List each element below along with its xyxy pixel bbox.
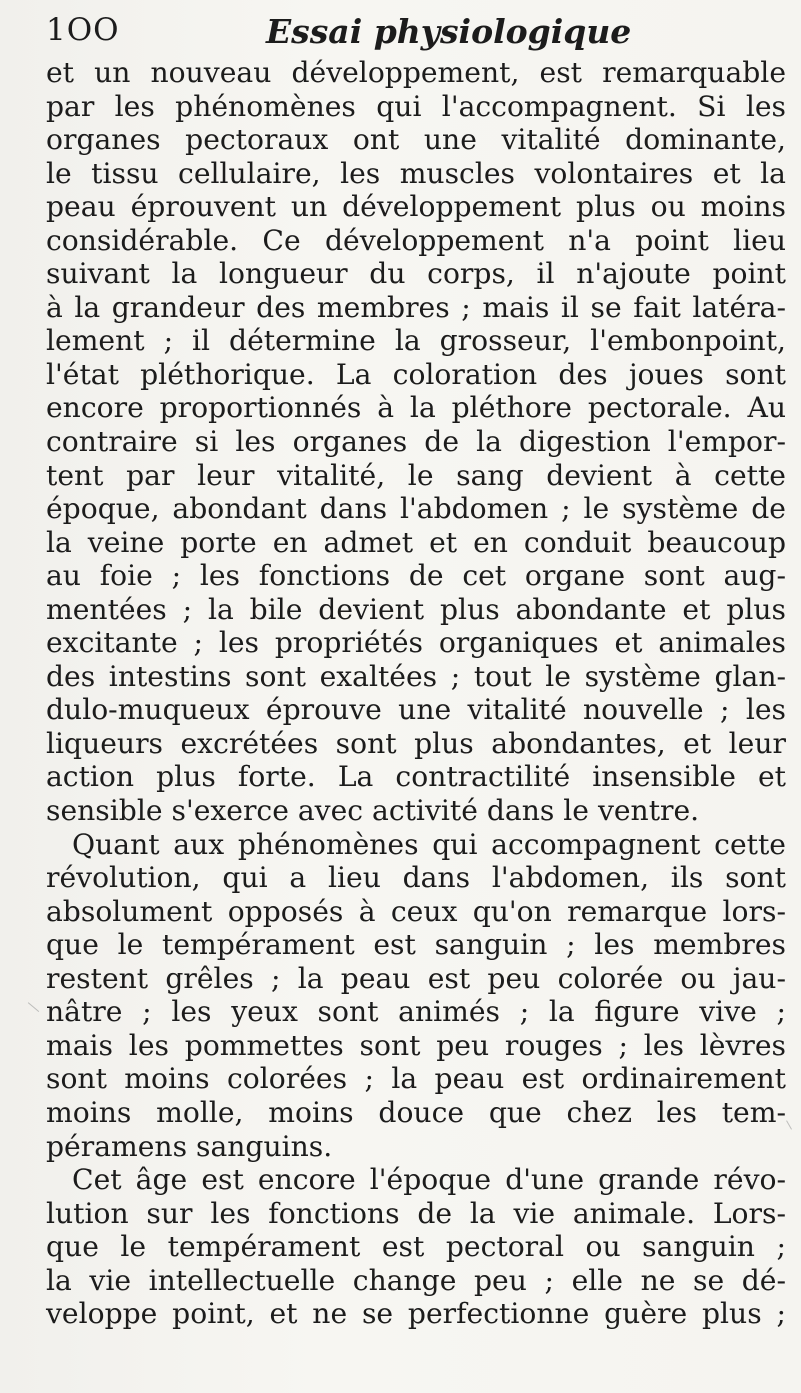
text-line: suivant la longueur du corps, il n'ajoute point [46, 257, 786, 291]
text-line: la vie intellectuelle change peu ; elle ne se dé- [46, 1263, 786, 1297]
text-line: sont moins colorées ; la peau est ordinairement [46, 1062, 786, 1096]
text-line: excitante ; les propriétés organiques et animales [46, 626, 786, 660]
text-line: lement ; il détermine la grosseur, l'embonpoint, [46, 324, 786, 358]
text-line: péramens sanguins. [46, 1129, 333, 1163]
text-line: et un nouveau développement, est remarquable [46, 56, 786, 89]
text-line: des intestins sont exaltées ; tout le système glan- [46, 659, 786, 693]
text-line: moins molle, moins douce que chez les tem- [46, 1095, 786, 1129]
running-title: Essai physiologique [266, 12, 632, 51]
text-line: peau éprouvent un développement plus ou moins [46, 190, 786, 224]
text-line: nâtre ; les yeux sont animés ; la figure vive ; [46, 995, 786, 1029]
margin-pencil-mark [786, 1116, 799, 1129]
text-line: l'état pléthorique. La coloration des joues sont [46, 357, 786, 391]
text-line: encore proportionnés à la pléthore pectorale. Au [46, 391, 786, 425]
text-line: absolument opposés à ceux qu'on remarque lors- [46, 894, 786, 928]
page-number: 1OO [46, 12, 120, 48]
text-line: révolution, qui a lieu dans l'abdomen, ils sont [46, 861, 786, 895]
text-line: restent grêles ; la peau est peu colorée ou jau- [46, 961, 786, 995]
text-line: action plus forte. La contractilité insensible et [46, 760, 786, 794]
text-line: à la grandeur des membres ; mais il se fait latéra- [46, 290, 786, 324]
margin-pencil-mark [19, 1002, 39, 1022]
text-line: la veine porte en admet et en conduit beaucoup [46, 525, 786, 559]
text-line: le tissu cellulaire, les muscles volontaires et la [46, 156, 786, 190]
text-line: lution sur les fonctions de la vie animale. Lors- [46, 1196, 786, 1230]
body-text [46, 56, 786, 1331]
text-line: dulo-muqueux éprouve une vitalité nouvelle ; les [46, 693, 786, 727]
text-line: au foie ; les fonctions de cet organe sont aug- [46, 559, 786, 593]
text-line: mais les pommettes sont peu rouges ; les lèvres [46, 1028, 786, 1062]
text-line: mentées ; la bile devient plus abondante et plus [46, 592, 786, 626]
text-line: sensible s'exerce avec activité dans le ventre. [46, 794, 700, 828]
text-line: Quant aux phénomènes qui accompagnent cette [72, 827, 786, 861]
text-line: que le tempérament est pectoral ou sanguin ; [46, 1230, 786, 1264]
text-line: par les phénomènes qui l'accompagnent. Si les [46, 89, 786, 123]
text-line: organes pectoraux ont une vitalité dominante, [46, 123, 786, 157]
text-line: que le tempérament est sanguin ; les membres [46, 928, 786, 962]
text-line: époque, abondant dans l'abdomen ; le système de [46, 492, 786, 526]
text-line: veloppe point, et ne se perfectionne guère plus ; [46, 1297, 786, 1331]
page-header [46, 12, 786, 52]
text-line: Cet âge est encore l'époque d'une grande révo- [72, 1163, 786, 1197]
text-line: liqueurs excrétées sont plus abondantes, et leur [46, 726, 786, 760]
text-line: contraire si les organes de la digestion l'empor- [46, 425, 786, 459]
text-line: considérable. Ce développement n'a point lieu [46, 223, 786, 257]
text-line: tent par leur vitalité, le sang devient à cette [46, 458, 786, 492]
